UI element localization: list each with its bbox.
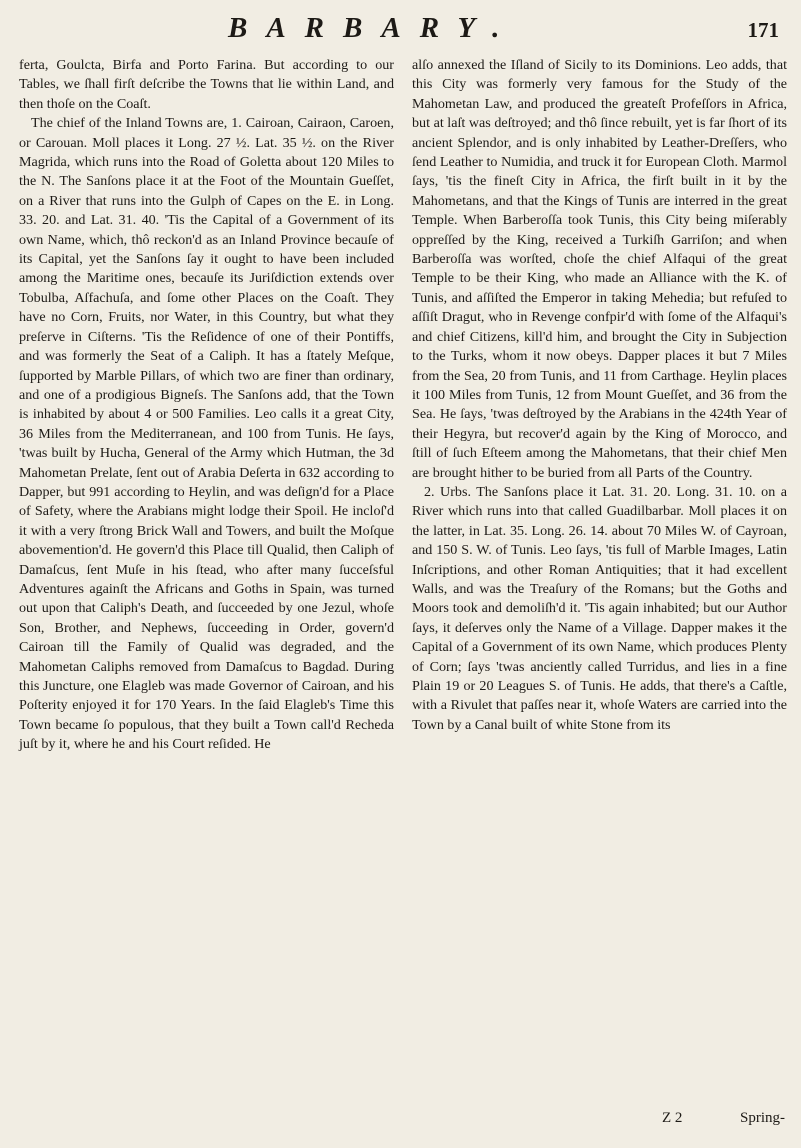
- page-footer: [412, 1110, 787, 1134]
- signature-mark: Z 2: [662, 1110, 683, 1126]
- catchword: Spring-: [740, 1110, 785, 1126]
- right-column: [412, 56, 787, 735]
- paragraph: ferta, Goulcta, Birfa and Porto Farina. But according to our Tables, we ſhall firſt deſcribe the Towns that lie within Land, and then thoſe on the Coaſt.: [19, 57, 394, 112]
- paragraph: The chief of the Inland Towns are, 1. Cairoan, Cairaon, Caroen, or Carouan. Moll places it Long. 27 ½. Lat. 35 ½. on the River Magrida, which runs into the Road of Goletta about 120 Miles to the N. The Sanſons place it at the Foot of the Mountain Gueſſet, on a River that runs into the Gulph of Capes on the E. in Long. 33. 20. and Lat. 31. 40. 'Tis the Capital of a Government of its own Name, which, thô reckon'd as an Inland Province becauſe of its Capital, yet the Sanſons ſay it ought to have been included among the Maritime ones, becauſe its Juriſdiction extends over Tobulba, Aſfachuſa, and ſome other Places on the Coaſt. They have no Corn, Fruits, nor Water, in this Country, but what they preſerve in Ciſterns. 'Tis the Reſidence of one of their Pontiffs, and was formerly the Seat of a Caliph. It has a ſtately Meſque, ſupported by Marble Pillars, of which two are finer than ordinary, and one of a prodigious Bigneſs. The Sanſons add, that the Town is inhabited by about 4 or 500 Families. Leo calls it a great City, 36 Miles from the Mediterranean, and 100 from Tunis. He ſays, 'twas built by Hucha, General of the Army which Hutman, the 3d Mahometan Prelate, ſent out of Arabia Deſerta in 632 according to Dapper, but 991 according to Heylin, and was deſign'd for a Place of Safety, where the Arabians might lodge their Spoil. He incloſ'd it with a very ſtrong Brick Wall and Towers, and built the Moſque abovemention'd. He govern'd this Place till Qualid, then Caliph of Damaſcus, ſent Muſe in his ſtead, who after many ſucceſsful Adventures againſt the Africans and Goths in Spain, was turned out upon that Caliph's Death, and ſucceeded by one Jezul, whoſe Son, Brother, and Nephews, ſucceeding in Order, govern'd Cairoan till the Family of Qualid was degraded, and the Mahometan Caliphs removed from Damaſcus to Bagdad. During this Juncture, one Elagleb was made Governor of Cairoan, and his Poſterity enjoyed it for 170 Years. In the ſaid Elagleb's Time this Town became ſo populous, that they built a Town call'd Recheda juſt by it, where he and his Court reſided. He: [19, 115, 394, 753]
- running-head: BARBARY.: [228, 12, 519, 44]
- paragraph: alſo annexed the Iſland of Sicily to its Dominions. Leo adds, that this City was formerly very famous for the Study of the Mahometan Law, and produced the greateſt Profeſſors in Africa, but at laſt was deſtroyed; and thô ſince rebuilt, yet is far ſhort of its ancient Splendor, and is only inhabited by Leather-Dreſſers, who ſend Leather to Numidia, and truck it for European Cloth. Marmol ſays, 'tis the fineſt City in Africa, the firſt built in it by the Mahometans, and that the Kings of Tunis are interred in the great Temple. When Barberoſſa took Tunis, this City being miſerably oppreſſed by the King, received a Turkiſh Garriſon; and when Barberoſſa was worſted, choſe the chief Alfaqui of the great Temple to be their King, who made an Alliance with the K. of Tunis, and aſſiſted the Emperor in taking Mehedia; but refuſed to aſſiſt Dragut, who in Revenge confpir'd with ſome of the Alfaqui's and chief Citizens, kill'd him, and brought the City in Subjection to the Turks, whom it now obeys. Dapper places it but 7 Miles from the Sea, 20 from Tunis, and 11 from Carthage. Heylin places it 100 Miles from Tunis, 12 from Mount Gueſſet, and 36 from the Sea. He ſays, 'twas deſtroyed by the Arabians in the 424th Year of their Hegyra, but recover'd again by the King of Morocco, and ſtill of ſuch Eſteem among the Mahometans, that their chief Men are brought hither to be buried from all Parts of the Country.: [412, 57, 787, 481]
- page-header: [0, 8, 801, 48]
- left-column: [19, 56, 394, 755]
- page-number: 171: [747, 18, 779, 42]
- paragraph: 2. Urbs. The Sanſons place it Lat. 31. 20. Long. 31. 10. on a River which runs into that called Guadilbarbar. Moll places it on the latter, in Lat. 35. Long. 26. 14. about 70 Miles W. of Cayroan, and 150 S. W. of Tunis. Leo ſays, 'tis full of Marble Images, Latin Inſcriptions, and other Roman Antiquities; that it had excellent Walls, and was the Treaſury of the Romans; but the Goths and Moors took and demoliſh'd it. 'Tis again inhabited; but our Author ſays, it deſerves only the Name of a Village. Dapper makes it the Capital of a Government of its own Name, which produces Plenty of Corn; ſays 'twas anciently called Turridus, and lies in a fine Plain 19 or 20 Leagues S. of Tunis. He adds, that there's a Caſtle, with a Rivulet that paſſes near it, whoſe Waters are carried into the Town by a Canal built of white Stone from its: [412, 483, 787, 733]
